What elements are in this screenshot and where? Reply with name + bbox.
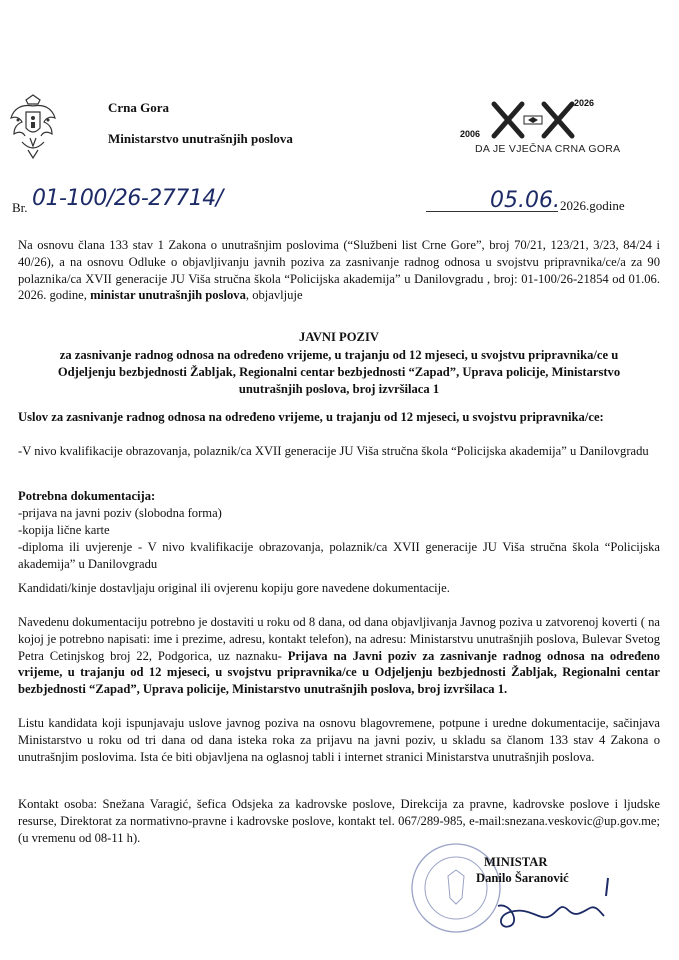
contact-paragraph: Kontakt osoba: Snežana Varagić, šefica Odsjeka za kadrovske poslove, Direkcija za pravne, kadrovske poslove i ljudske resurse, Direktorat za normativno-pravne i kadrovske poslove, kontakt tel. 067/289-985, e-mail:snezana.veskovic@up.gov.me; (u vremenu od 08-11 h). [18, 797, 660, 845]
condition-heading: Uslov za zasnivanje radnog odnosa na određeno vrijeme, u trajanju od 12 mjeseci, u svojstvu pripravnika/ce: [18, 410, 604, 424]
documents-item: -diploma ili uvjerenje - V nivo kvalifikacije obrazovanja, polaznik/ca XVII generacije JU Viša stručna škola “Policijska akademija” u Danilovgradu [18, 540, 660, 571]
documents-heading: Potrebna dokumentacija: [18, 489, 156, 503]
candidate-list-paragraph: Listu kandidata koji ispunjavaju uslove javnog poziva na osnovu blagovremene, potpune i uredne dokumentacije, sačinjava Ministarstvo u roku od tri dana od dana isteka roka za prijavu na javni poziv, u skladu sa članom 133 stav 4 Zakona o unutrašnjim poslovima. Ista će biti objavljena na oglasnoj tabli i internet stranici Ministarstva unutrašnjih poslova. [18, 716, 660, 764]
intro-paragraph: Na osnovu člana 133 stav 1 Zakona o unutrašnjim poslovima (“Službeni list Crne Gore”, broj 70/21, 123/21, 3/23, 84/24 i 40/26), a na osnovu Odluke o objavljivanju javnih poziva za zasnivanje radnog odnosa u svojstvu pripravnika/ce/a za 90 polaznika/ca XVII generacije JU Viša stručna škola “Policijska akademija” u Danilovgradu , broj: 01-100/26-21854 od 01.06. 2026. godine, ministar unutrašnjih poslova, objavljuje [18, 238, 660, 303]
country-name: Crna Gora [108, 100, 170, 115]
documents-item: -kopija lične karte [18, 523, 110, 537]
reference-date: 05.06. [490, 188, 560, 213]
documents-item: -prijava na javni poziv (slobodna forma) [18, 506, 222, 520]
date-suffix: 2026.godine [560, 198, 625, 213]
document-subtitle: za zasnivanje radnog odnosa na određeno vrijeme, u trajanju od 12 mjeseci, u svojstvu pripravnika/ce u Odjeljenju bezbjednosti Žabljak, Regionalni centar bezbjednosti “Zapad”, Uprava policije, Ministarstvo unutrašnjih poslova, broj izvršilaca 1 [57, 348, 621, 396]
ministry-name: Ministarstvo unutrašnjih poslova [108, 131, 293, 146]
submission-paragraph: Navedenu dokumentaciju potrebno je dostaviti u roku od 8 dana, od dana objavljivanja Javnog poziva u zatvorenoj koverti ( na kojoj je potrebno napisati: ime i prezime, adresu, kontakt telefon), na adresu: Ministarstvu unutrašnjih poslova, Bulevar Svetog Petra Cetinjskog broj 22, Podgorica, uz naznaku- Prijava na Javni poziv za zasnivanje radnog odnosa na određeno vrijeme, u trajanju od 12 mjeseci, u svojstvu pripravnika/ce u Odjeljenju bezbjednosti Žabljak, Regionalni centar bezbjednosti “Zapad”, Uprava policije, Ministarstvo unutrašnjih poslova, broj izvršilaca 1. [18, 615, 660, 697]
reference-prefix: Br. [12, 200, 28, 215]
signatory-title: MINISTAR [484, 855, 548, 869]
coat-of-arms-icon [8, 94, 58, 160]
originals-note: Kandidati/kinje dostavljaju original ili ovjerenu kopiju gore navedene dokumentacije. [18, 581, 450, 595]
reference-number: 01-100/26-27714/ [32, 186, 223, 211]
logo-year-left: 2006 [460, 129, 481, 139]
logo-slogan: DA JE VJEČNA CRNA GORA [475, 143, 621, 155]
document-title: JAVNI POZIV [299, 330, 379, 344]
handwritten-signature [470, 872, 640, 932]
condition-item: -V nivo kvalifikacije obrazovanja, polaznik/ca XVII generacije JU Viša stručna škola “Policijska akademija” u Danilovgradu [18, 444, 649, 458]
signatory-name: Danilo Šaranović [476, 871, 569, 885]
anniversary-logo [460, 96, 610, 144]
logo-year-right: 2026 [574, 98, 595, 108]
